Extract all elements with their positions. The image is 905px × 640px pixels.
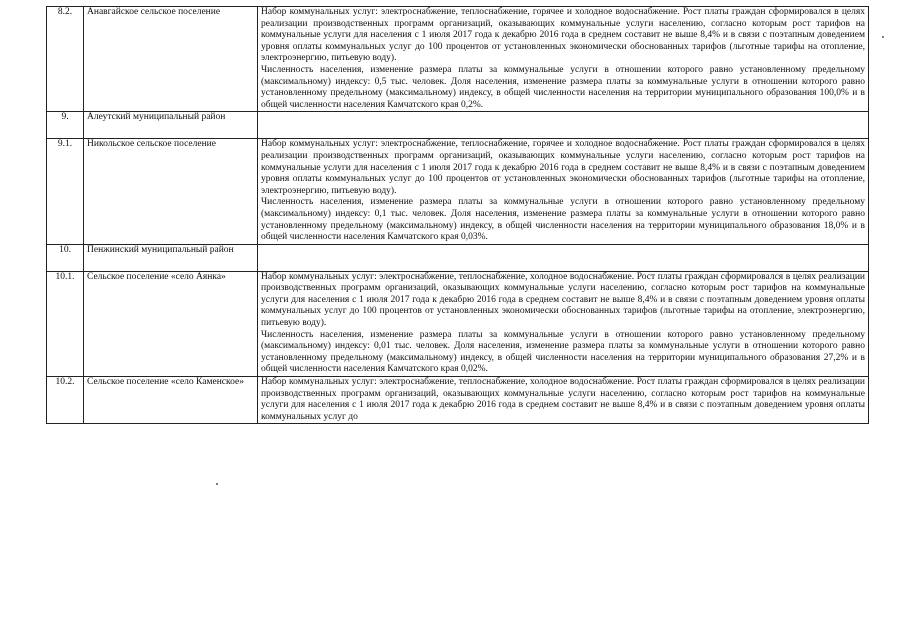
services-paragraph: Набор коммунальных услуг: электроснабжение, теплоснабжение, горячее и холодное водоснабжение. Рост платы граждан сформировался в целях реализации производственных программ организаций, оказывающих коммунальные услуги населению, согласно которым рост тарифов на коммунальные услуги для населения с 1 июля 2017 года к декабрю 2016 года в среднем составит не выше 8,4% и в связи с поэтапным доведением уровня оплаты коммунальных услуг до 100 процентов от установленных экономически обоснованных тарифов (льготные тарифы на отопление, электроэнергию, питьевую воду). — [261, 139, 865, 196]
row-description — [258, 7, 869, 112]
row-number: 10. — [47, 244, 84, 271]
row-number: 10.1. — [47, 271, 84, 376]
table-row — [47, 244, 869, 271]
table-row — [47, 112, 869, 139]
settlement-name: Анавгайское сельское поселение — [84, 7, 258, 112]
services-paragraph: Набор коммунальных услуг: электроснабжение, теплоснабжение, холодное водоснабжение. Рост платы граждан сформировался в целях реализации производственных программ организаций, оказывающих коммунальные услуги населению, согласно которым рост тарифов на коммунальные услуги для населения с 1 июля 2017 года к декабрю 2016 года в среднем составит не выше 8,4% и в связи с поэтапным доведением уровня оплаты коммунальных услуг до 100 процентов от установленных экономически обоснованных тарифов (льготные тарифы на отопление, электроэнергию, питьевую воду). — [261, 271, 865, 329]
document-table — [46, 6, 869, 424]
row-description — [258, 271, 869, 376]
scan-speck — [216, 483, 218, 485]
row-description — [258, 139, 869, 244]
table-row — [47, 7, 869, 112]
population-paragraph: Численность населения, изменение размера платы за коммунальные услуги в отношении которого равно установленному предельному (максимальному) индексу: 0,5 тыс. человек. Доля населения, изменение размера платы за коммунальные услуги в отношении которого равно установленному предельному (максимальному) индексу, в общей численности населения на территории муниципального образования 100,0% и в общей численности населения Камчатского края 0,2%. — [261, 64, 865, 110]
row-description — [258, 244, 869, 271]
population-paragraph: Численность населения, изменение размера платы за коммунальные услуги в отношении которого равно установленному предельному (максимальному) индексу: 0,1 тыс. человек. Доля населения, изменение размера платы за коммунальные услуги в отношении которого равно установленному предельному (максимальному) индексу, в общей численности населения на территории муниципального образования 18,0% и в общей численности населения Камчатского края 0,03%. — [261, 197, 865, 243]
settlement-name: Сельское поселение «село Каменское» — [84, 377, 258, 424]
row-description — [258, 377, 869, 424]
services-paragraph: Набор коммунальных услуг: электроснабжение, теплоснабжение, холодное водоснабжение. Рост платы граждан сформировался в целях реализации производственных программ организаций, оказывающих коммунальные услуги населению, согласно которым рост тарифов на коммунальные услуги для населения с 1 июля 2017 года к декабрю 2016 года в среднем составит не выше 8,4% и в связи с поэтапным доведением уровня оплаты коммунальных услуг до — [261, 377, 865, 422]
settlement-name: Сельское поселение «село Аянка» — [84, 271, 258, 376]
district-name: Пенжинский муниципальный район — [84, 244, 258, 271]
table-row — [47, 271, 869, 376]
row-number: 10.2. — [47, 377, 84, 424]
district-name: Алеутский муниципальный район — [84, 112, 258, 139]
table-row — [47, 377, 869, 424]
scan-speck — [882, 36, 884, 38]
row-number: 8.2. — [47, 7, 84, 112]
row-number: 9.1. — [47, 139, 84, 244]
table-row — [47, 139, 869, 244]
services-paragraph: Набор коммунальных услуг: электроснабжение, теплоснабжение, горячее и холодное водоснабжение. Рост платы граждан сформировался в целях реализации производственных программ организаций, оказывающих коммунальные услуги населению, согласно которым рост тарифов на коммунальные услуги для населения с 1 июля 2017 года к декабрю 2016 года в среднем составит не выше 8,4% и в связи с поэтапным доведением уровня оплаты коммунальных услуг до 100 процентов от установленных экономически обоснованных тарифов (льготные тарифы на отопление, электроэнергию, питьевую воду). — [261, 7, 865, 64]
row-number: 9. — [47, 112, 84, 139]
population-paragraph: Численность населения, изменение размера платы за коммунальные услуги в отношении которого равно установленному предельному (максимальному) индексу: 0,01 тыс. человек. Доля населения, изменение размера платы за коммунальные услуги в отношении которого равно установленному предельному (максимальному) индексу, в общей численности населения на территории муниципального образования 27,2% и в общей численности населения Камчатского края 0,02%. — [261, 329, 865, 375]
settlement-name: Никольское сельское поселение — [84, 139, 258, 244]
row-description — [258, 112, 869, 139]
